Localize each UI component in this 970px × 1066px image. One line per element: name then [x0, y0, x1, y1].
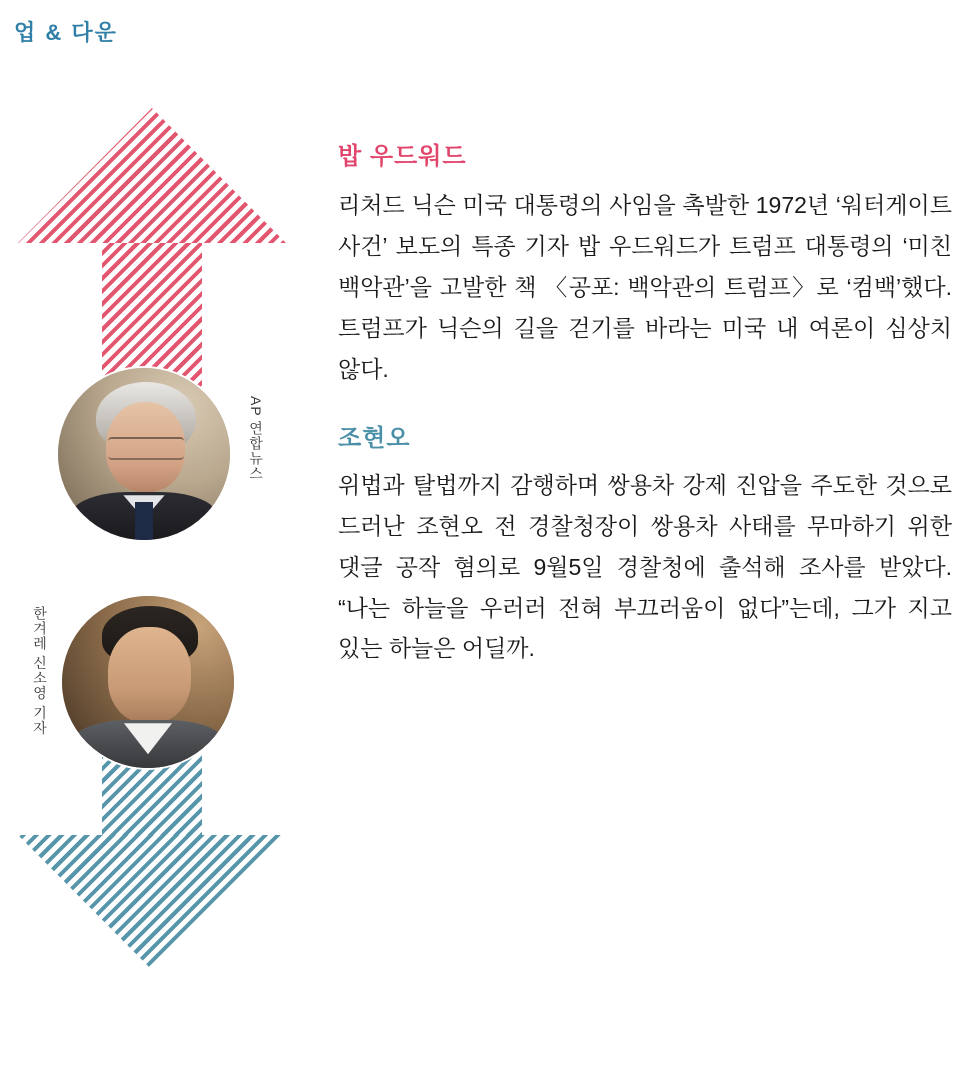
arrow-up-icon [18, 108, 286, 398]
article-column [338, 136, 952, 669]
glasses-icon [108, 437, 184, 460]
entry-up [338, 136, 952, 390]
avatar [58, 368, 230, 540]
entry-body-up: 리처드 닉슨 미국 대통령의 사임을 촉발한 1972년 ‘워터게이트 사건’ 보도의 특종 기자 밥 우드워드가 트럼프 대통령의 ‘미친 백악관’을 고발한 책 〈공포: 백악관의 트럼프〉로 ‘컴백’했다. 트럼프가 닉슨의 길을 걷기를 바라는 미국 내 여론이 심상치 않다. [338, 192, 952, 382]
photo-credit: 한겨레 신소영 기자 [32, 606, 48, 736]
arrow-up-head [18, 108, 286, 243]
entry-down [338, 418, 952, 670]
entry-body-down: 위법과 탈법까지 감행하며 쌍용차 강제 진압을 주도한 것으로 드러난 조현오 전 경찰청장이 쌍용차 사태를 무마하기 위한 댓글 공작 혐의로 9월5일 경찰청에 출석해 조사를 받았다. “나는 하늘을 우러러 전혀 부끄러움이 없다”는데, 그가 지고 있는 하늘은 어딜까. [338, 471, 952, 662]
entry-title-up: 밥 우드워드 [338, 143, 467, 170]
arrow-down-head [18, 835, 286, 970]
graphic-column [0, 100, 300, 980]
avatar [62, 596, 234, 768]
portrait-tie [135, 502, 152, 540]
photo-credit: AP 연합뉴스 [248, 396, 264, 482]
page-title: 업 & 다운 [14, 20, 118, 45]
entry-title-down: 조현오 [338, 424, 411, 452]
portrait-face [108, 627, 191, 723]
